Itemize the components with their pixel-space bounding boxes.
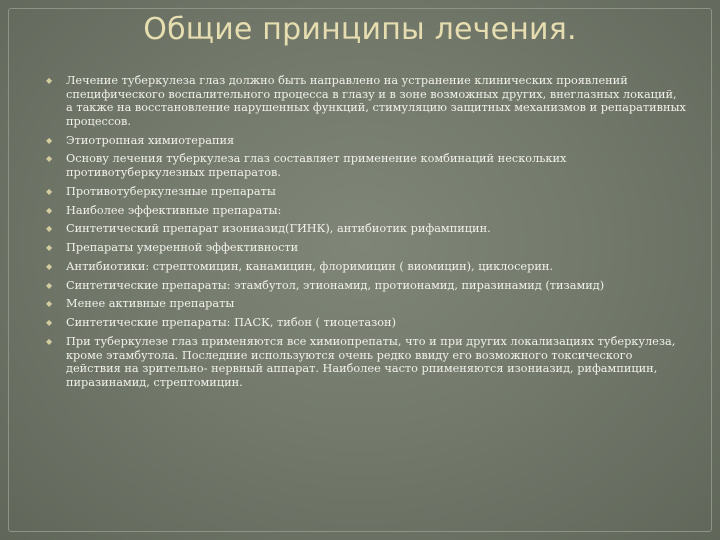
bullet-icon: ◆ <box>46 76 53 85</box>
bullet-text: Основу лечения туберкулеза глаз составляет применение комбинаций нескольких противотуберкулезных препаратов. <box>66 152 567 179</box>
bullet-icon: ◆ <box>46 186 53 196</box>
slide-title: Общие принципы лечения. <box>143 12 577 47</box>
bullet-text: Препараты умеренной эффективности <box>66 241 299 255</box>
bullet-icon: ◆ <box>46 336 53 346</box>
bullet-icon: ◆ <box>46 318 53 328</box>
bullet-text: Синтетический препарат изониазид(ГИНК), антибиотик рифампицин. <box>66 222 491 236</box>
bullet-item <box>46 185 686 199</box>
bullet-item <box>46 260 686 274</box>
bullet-icon: ◆ <box>46 205 53 215</box>
bullet-item <box>46 316 686 330</box>
bullet-icon: ◆ <box>46 224 53 234</box>
bullet-text: При туберкулезе глаз применяются все химиопрепаты, что и при других локализациях туберкулеза, кроме этамбутола. Последние используются очень редко ввиду его возможного токсического действия на зрительно- нервный аппарат. Наиболее часто рпименяются изониазид, рифампицин, пиразинамид, стрептомицин. <box>66 334 676 389</box>
bullet-item <box>46 74 686 128</box>
bullet-item <box>46 297 686 311</box>
bullet-text: Этиотропная химиотерапия <box>66 133 235 147</box>
bullet-text: Противотуберкулезные препараты <box>66 184 276 198</box>
bullet-text: Антибиотики: стрептомицин, канамицин, флоримицин ( виомицин), циклосерин. <box>66 259 553 273</box>
bullet-item <box>46 222 686 236</box>
bullet-text: Менее активные препараты <box>66 297 235 311</box>
bullet-icon: ◆ <box>46 154 53 164</box>
bullet-text: Наиболее эффективные препараты: <box>66 203 282 217</box>
bullet-item <box>46 204 686 218</box>
bullet-item <box>46 335 686 389</box>
bullet-item <box>46 152 686 179</box>
bullet-item <box>46 134 686 148</box>
bullet-icon: ◆ <box>46 280 53 290</box>
bullet-text: Синтетические препараты: ПАСК, тибон ( тиоцетазон) <box>66 316 396 330</box>
bullet-icon: ◆ <box>46 261 53 271</box>
bullet-icon: ◆ <box>46 135 53 145</box>
bullet-text: Лечение туберкулеза глаз должно быть направлено на устранение клинических проявлений специфического воспалительного процесса в глазу и в зоне возможных других, внеглазных локаций, а также на восстановление нарушенных функций, стимуляцию защитных механизмов и репаративных процессов. <box>66 74 686 128</box>
bullet-icon: ◆ <box>46 299 53 309</box>
bullet-item <box>46 241 686 255</box>
bullet-item <box>46 279 686 293</box>
bullet-list <box>46 74 686 395</box>
bullet-text: Синтетические препараты: этамбутол, этионамид, протионамид, пиразинамид (тизамид) <box>66 278 605 292</box>
bullet-icon: ◆ <box>46 243 53 253</box>
